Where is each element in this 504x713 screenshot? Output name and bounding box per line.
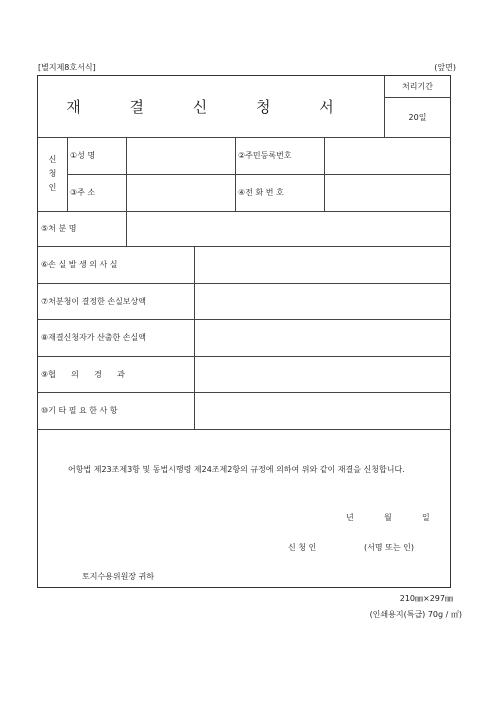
form-number: [별지제8호서식] (38, 63, 96, 72)
loss-fact-label: ⑥손 실 발 생 의 사 실 (41, 260, 118, 269)
resident-number-label: ②주민등록번호 (238, 151, 292, 160)
other-matters-label: ⑩기 타 필 요 한 사 항 (41, 406, 118, 415)
page-side-label: (앞면) (434, 63, 456, 72)
application-statement: 어항법 제23조제3항 및 동법시행령 제24조제2항의 규정에 의하여 위와 같이 재결을 신청합니다. (68, 465, 405, 474)
disposition-label: ⑤처 분 명 (41, 224, 77, 233)
form-title: 재 결 신 청 서 (66, 98, 356, 116)
address-label: ③주 소 (70, 188, 96, 197)
consultation-label: ⑨협 의 경 과 (41, 369, 125, 379)
date-day-label: 일 (422, 513, 430, 522)
processing-period-value: 20일 (408, 112, 427, 122)
date-year-label: 년 (346, 513, 354, 522)
consultation-field[interactable] (194, 356, 451, 392)
calculated-loss-label: ⑧재결신청자가 산출한 손실액 (41, 333, 146, 342)
calculated-loss-field[interactable] (194, 319, 451, 356)
disposition-field[interactable] (126, 211, 451, 246)
phone-label: ④전 화 번 호 (238, 188, 284, 197)
decided-compensation-field[interactable] (194, 283, 451, 319)
divider (38, 429, 451, 430)
addressee: 토지수용위원장 귀하 (82, 572, 155, 581)
paper-type: (인쇄용지(특급) 70g / ㎡) (369, 610, 462, 619)
signature-label: 신 청 인 (288, 543, 317, 552)
signature-note: (서명 또는 인) (364, 543, 414, 552)
divider (67, 137, 68, 211)
address-field[interactable] (126, 174, 235, 211)
name-field[interactable] (126, 137, 235, 174)
application-form (37, 75, 451, 588)
resident-number-field[interactable] (324, 137, 451, 174)
applicant-group-label: 신 청 인 (48, 155, 57, 192)
other-matters-field[interactable] (194, 392, 451, 429)
date-month-label: 월 (384, 513, 392, 522)
decided-compensation-label: ⑦처분청이 결정한 손실보상액 (41, 296, 146, 306)
loss-fact-field[interactable] (194, 246, 451, 283)
paper-size: 210㎜×297㎜ (399, 594, 453, 603)
divider (235, 137, 236, 211)
name-label: ①성 명 (70, 151, 96, 160)
phone-field[interactable] (324, 174, 451, 211)
processing-period-label: 처리기간 (402, 82, 433, 91)
